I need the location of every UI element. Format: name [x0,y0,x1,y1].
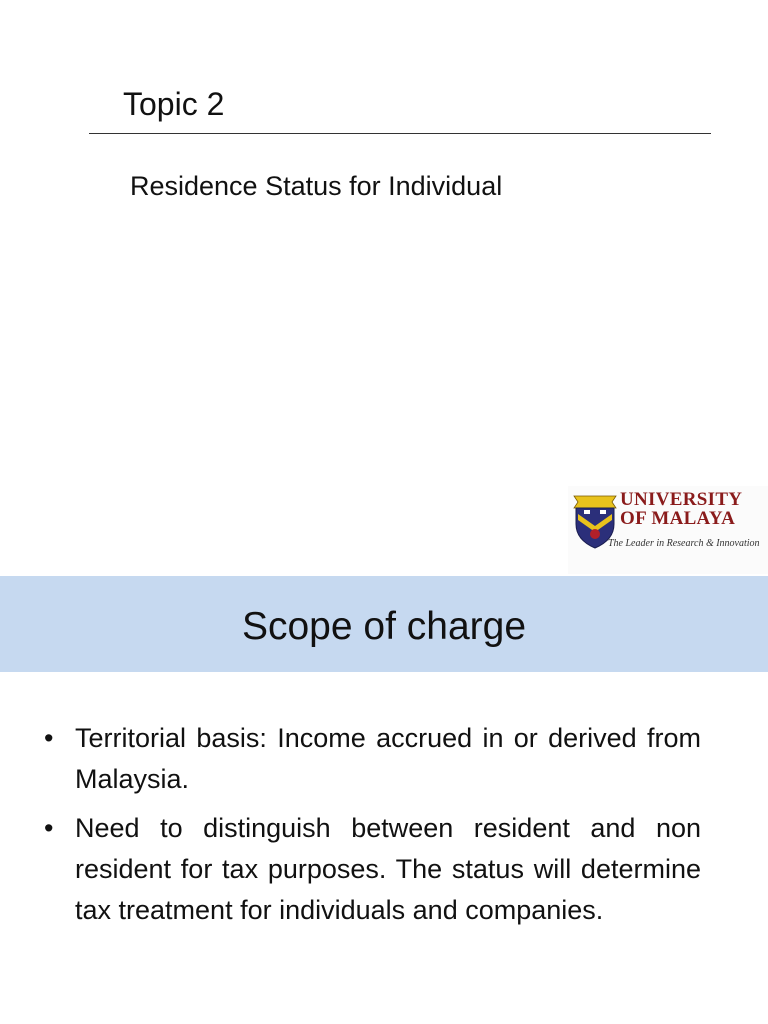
slide-title: Scope of charge [241,605,527,648]
university-logo [568,486,768,574]
logo-line-university: UNIVERSITY [620,489,743,510]
list-item [0,808,768,931]
list-item [0,718,768,800]
topic-title: Topic 2 [123,86,225,122]
topic-subtitle: Residence Status for Individual [130,171,503,201]
slide-header-band [0,576,768,672]
bullet-icon: • [44,723,54,753]
bullet-text: Territorial basis: Income accrued in or derived from Malaysia. [75,723,701,794]
title-divider [89,133,711,134]
bullet-icon: • [44,813,54,843]
slide-scope-of-charge [0,576,768,1024]
bullet-text: Need to distinguish between resident and non resident for tax purposes. The status will determine tax treatment for individuals and companies. [75,813,701,925]
logo-tagline: The Leader in Research & Innovation [608,538,760,549]
logo-line-malaya: OF MALAYA [620,508,736,529]
bullet-list [0,718,768,939]
